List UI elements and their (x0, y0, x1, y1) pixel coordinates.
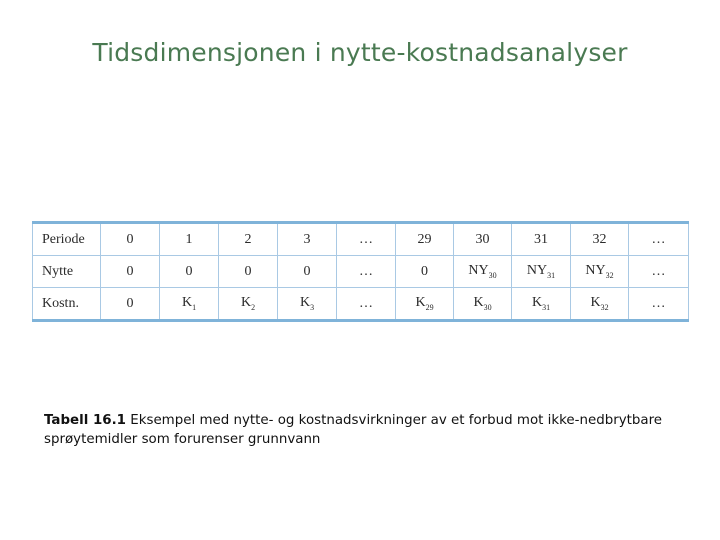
row-nytte (33, 256, 689, 288)
table-cell: $NY_{32}$ (571, 256, 629, 288)
row-periode (33, 223, 689, 256)
slide-title: Tidsdimensjonen i nytte-kostnadsanalyser (92, 38, 628, 67)
data-table (32, 221, 689, 322)
table-cell: 29 (396, 223, 454, 256)
table-cell: $K_{32}$ (571, 288, 629, 321)
table-cell: $K_{29}$ (396, 288, 454, 321)
table-cell: … (629, 223, 689, 256)
table-cell: … (629, 288, 689, 321)
table-container (32, 221, 688, 318)
table-cell: 2 (219, 223, 278, 256)
row-kostn (33, 288, 689, 321)
table-cell: $K_1$ (160, 288, 219, 321)
table-cell: $K_2$ (219, 288, 278, 321)
table-cell: $K_{30}$ (454, 288, 512, 321)
table-cell: 0 (101, 288, 160, 321)
caption-text: Eksempel med nytte- og kostnadsvirkninger av et forbud mot ikke-nedbrytbare sprøytemidler som forurenser grunnvann (44, 413, 663, 447)
table-cell: $NY_{30}$ (454, 256, 512, 288)
table-caption (44, 411, 664, 449)
table-cell: 32 (571, 223, 629, 256)
table-cell: $NY_{31}$ (512, 256, 571, 288)
table-cell: 0 (278, 256, 337, 288)
table-cell: … (337, 288, 396, 321)
table-cell: … (629, 256, 689, 288)
table-cell: 31 (512, 223, 571, 256)
row-header-cell: Periode (33, 223, 101, 256)
table-cell: 30 (454, 223, 512, 256)
table-cell: 0 (396, 256, 454, 288)
table-cell: … (337, 223, 396, 256)
table-cell: $K_3$ (278, 288, 337, 321)
row-header-cell: Nytte (33, 256, 101, 288)
table-cell: 0 (219, 256, 278, 288)
table-cell: 0 (101, 256, 160, 288)
table-cell: 0 (160, 256, 219, 288)
row-header-cell: Kostn. (33, 288, 101, 321)
table-cell: $K_{31}$ (512, 288, 571, 321)
table-cell: 1 (160, 223, 219, 256)
caption-label: Tabell 16.1 (44, 413, 126, 428)
table-cell: 3 (278, 223, 337, 256)
table-cell: … (337, 256, 396, 288)
table-cell: 0 (101, 223, 160, 256)
